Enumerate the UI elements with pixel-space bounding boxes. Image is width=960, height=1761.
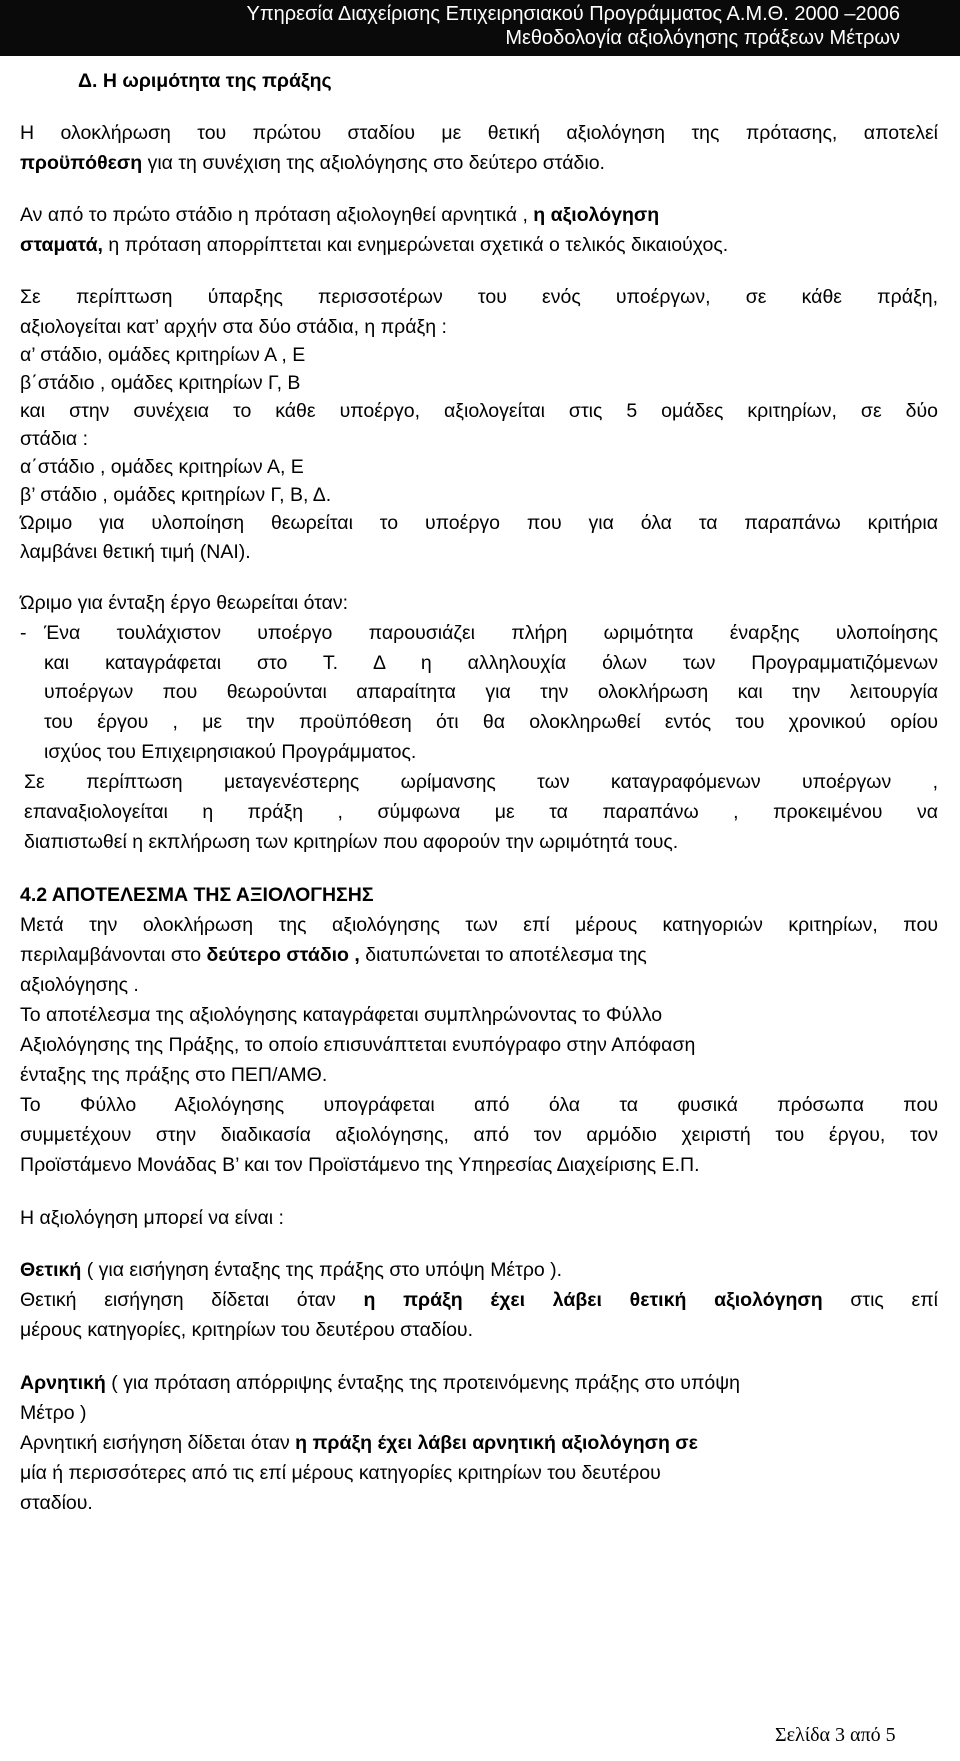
- bullet-line: υποέργων που θεωρούνται απαραίτητα για την ολοκλήρωση και την λειτουργία: [44, 681, 938, 703]
- paragraph-line: β’ στάδιο , ομάδες κριτηρίων Γ, Β, Δ.: [20, 484, 332, 506]
- paragraph-line: Μέτρο ): [20, 1402, 87, 1424]
- paragraph-line: στάδια :: [20, 428, 89, 450]
- paragraph-line: συμμετέχουν στην διαδικασία αξιολόγησης, από τον αρμόδιο χειριστή του έργου, τον: [20, 1124, 938, 1146]
- page-header: [0, 0, 960, 56]
- paragraph-line: μέρους κατηγορίες, κριτηρίων του δευτέρου σταδίου.: [20, 1319, 473, 1341]
- paragraph-line: Το Φύλλο Αξιολόγησης υπογράφεται από όλα τα φυσικά πρόσωπα που: [20, 1094, 938, 1116]
- paragraph-line: Αξιολόγησης της Πράξης, το οποίο επισυνάπτεται ενυπόγραφο στην Απόφαση: [20, 1034, 696, 1056]
- paragraph-line: Αρνητική ( για πρόταση απόρριψης ένταξης της προτεινόμενης πράξης στο υπόψη: [20, 1372, 741, 1394]
- paragraph-line: Προϊστάμενο Μονάδας Β’ και τον Προϊστάμενο της Υπηρεσίας Διαχείρισης Ε.Π.: [20, 1154, 700, 1176]
- paragraph-line: Αρνητική εισήγηση δίδεται όταν η πράξη έχει λάβει αρνητική αξιολόγηση σε: [20, 1432, 698, 1454]
- bullet-line: του έργου , με την προϋπόθεση ότι θα ολοκληρωθεί εντός του χρονικού ορίου: [44, 711, 938, 733]
- paragraph-line: Η ολοκλήρωση του πρώτου σταδίου με θετική αξιολόγηση της πρότασης, αποτελεί: [20, 122, 938, 144]
- paragraph-line: σταδίου.: [20, 1492, 93, 1514]
- paragraph-line: Η αξιολόγηση μπορεί να είναι :: [20, 1207, 284, 1229]
- bullet-line: Ένα τουλάχιστον υποέργο παρουσιάζει πλήρη ωριμότητα έναρξης υλοποίησης: [44, 622, 938, 644]
- header-subtitle: Μεθοδολογία αξιολόγησης πράξεων Μέτρων: [505, 27, 900, 49]
- header-title: Υπηρεσία Διαχείρισης Επιχειρησιακού Προγράμματος Α.Μ.Θ. 2000 –2006: [246, 3, 900, 25]
- paragraph-line: Θετική εισήγηση δίδεται όταν η πράξη έχει λάβει θετική αξιολόγηση στις επί: [20, 1289, 938, 1311]
- paragraph-line: Θετική ( για εισήγηση ένταξης της πράξης στο υπόψη Μέτρο ).: [20, 1259, 563, 1281]
- paragraph-line: β΄στάδιο , ομάδες κριτηρίων Γ, Β: [20, 372, 301, 394]
- section-heading-result: 4.2 ΑΠΟΤΕΛΕΣΜΑ ΤΗΣ ΑΞΙΟΛΟΓΗΣΗΣ: [20, 884, 374, 906]
- paragraph-line: α΄στάδιο , ομάδες κριτηρίων Α, Ε: [20, 456, 304, 478]
- paragraph-line: περιλαμβάνονται στο δεύτερο στάδιο , διατυπώνεται το αποτέλεσμα της: [20, 944, 647, 966]
- paragraph-line: α’ στάδιο, ομάδες κριτηρίων Α , Ε: [20, 344, 306, 366]
- paragraph-line: σταματά, η πρόταση απορρίπτεται και ενημερώνεται σχετικά ο τελικός δικαιούχος.: [20, 234, 729, 256]
- paragraph-line: διαπιστωθεί η εκπλήρωση των κριτηρίων που αφορούν την ωριμότητά τους.: [24, 831, 679, 853]
- paragraph-line: Ώριμο για υλοποίηση θεωρείται το υποέργο που για όλα τα παραπάνω κριτήρια: [20, 512, 938, 534]
- paragraph-line: επαναξιολογείται η πράξη , σύμφωνα με τα παραπάνω , προκειμένου να: [24, 801, 938, 823]
- paragraph-line: Ώριμο για ένταξη έργο θεωρείται όταν:: [20, 592, 349, 614]
- paragraph-line: λαμβάνει θετική τιμή (ΝΑΙ).: [20, 541, 251, 563]
- paragraph-line: προϋπόθεση για τη συνέχιση της αξιολόγησης στο δεύτερο στάδιο.: [20, 152, 605, 174]
- paragraph-line: ένταξης της πράξης στο ΠΕΠ/ΑΜΘ.: [20, 1064, 328, 1086]
- bullet-line: και καταγράφεται στο Τ. Δ η αλληλουχία όλων των Προγραμματιζόμενων: [44, 652, 938, 674]
- paragraph-line: μία ή περισσότερες από τις επί μέρους κατηγορίες κριτηρίων του δευτέρου: [20, 1462, 661, 1484]
- page-number: Σελίδα 3 από 5: [775, 1724, 896, 1746]
- paragraph-line: Αν από το πρώτο στάδιο η πρόταση αξιολογηθεί αρνητικά , η αξιολόγηση: [20, 204, 660, 226]
- paragraph-line: Μετά την ολοκλήρωση της αξιολόγησης των επί μέρους κατηγοριών κριτηρίων, που: [20, 914, 938, 936]
- bullet-dash: -: [20, 622, 27, 644]
- paragraph-line: αξιολογείται κατ’ αρχήν στα δύο στάδια, η πράξη :: [20, 316, 447, 338]
- paragraph-line: Σε περίπτωση ύπαρξης περισσοτέρων του ενός υποέργων, σε κάθε πράξη,: [20, 286, 938, 308]
- bullet-line: ισχύος του Επιχειρησιακού Προγράμματος.: [44, 741, 417, 763]
- section-heading-maturity: Δ. Η ωριμότητα της πράξης: [78, 70, 332, 92]
- paragraph-line: και στην συνέχεια το κάθε υποέργο, αξιολογείται στις 5 ομάδες κριτηρίων, σε δύο: [20, 400, 938, 422]
- paragraph-line: αξιολόγησης .: [20, 974, 139, 996]
- paragraph-line: Σε περίπτωση μεταγενέστερης ωρίμανσης των καταγραφόμενων υποέργων ,: [24, 771, 938, 793]
- paragraph-line: Το αποτέλεσμα της αξιολόγησης καταγράφεται συμπληρώνοντας το Φύλλο: [20, 1004, 663, 1026]
